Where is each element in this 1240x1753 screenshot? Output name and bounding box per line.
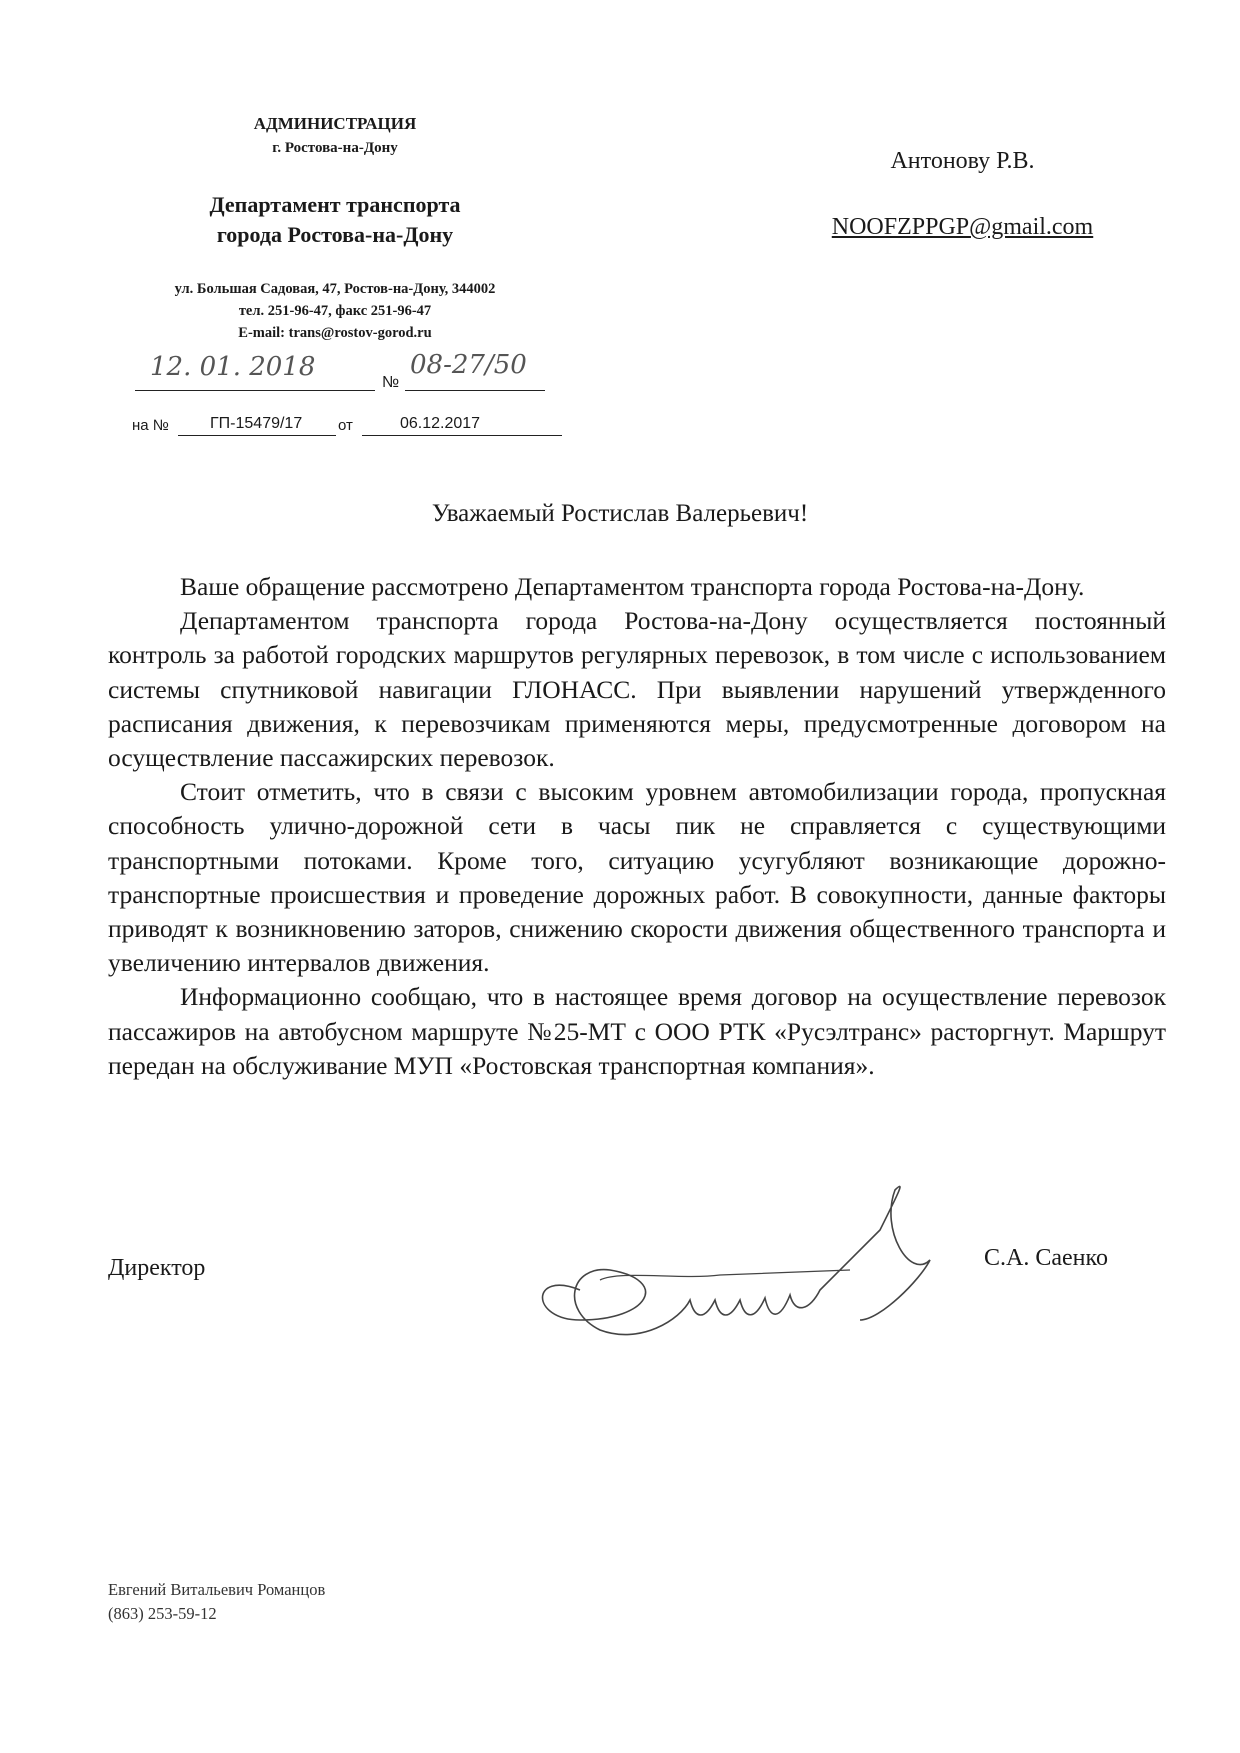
- paragraph: Стоит отметить, что в связи с высоким уровнем автомобилизации города, пропускная способность улично-дорожной сети в часы пик не справляется с существующими транспортными потоками. Кроме того, ситуацию усугубляют возникающие дорожно-транспортные происшествия и проведение дорожных работ. В совокупности, данные факторы приводят к возникновению заторов, снижению скорости движения общественного транспорта и увеличению интервалов движения.: [108, 777, 1166, 978]
- org-city: г. Ростова-на-Дону: [272, 140, 398, 156]
- executor-phone: (863) 253-59-12: [108, 1604, 217, 1623]
- paragraph: Информационно сообщаю, что в настоящее время договор на осуществление перевозок пассажиров на автобусном маршруте №25-МТ с ООО РТК «Русэлтранс» расторгнут. Маршрут передан на обслуживание МУП «Ростовская транспортная компания».: [108, 982, 1166, 1080]
- ref-from-label: от: [338, 417, 353, 434]
- executor-name: Евгений Витальевич Романцов: [108, 1580, 326, 1599]
- date-underline: [135, 390, 375, 391]
- paragraph: Департаментом транспорта города Ростова-на-Дону осуществляется постоянный контроль за работой городских маршрутов регулярных перевозок, в том числе с использованием системы спутниковой навигации ГЛОНАСС. При выявлении нарушений утвержденного расписания движения, к перевозчикам применяются меры, предусмотренные договором на осуществление пассажирских перевозок.: [108, 606, 1166, 773]
- department-email: E-mail: trans@rostov-gorod.ru: [238, 325, 432, 341]
- department-name: [110, 190, 560, 250]
- number-underline: [405, 390, 545, 391]
- address: ул. Большая Садовая, 47, Ростов-на-Дону, 344002: [174, 281, 496, 297]
- handwritten-date: 12. 01. 2018: [150, 352, 316, 382]
- phone-fax: тел. 251-96-47, факс 251-96-47: [238, 303, 432, 319]
- executor-info: [108, 1578, 325, 1626]
- paragraph: Ваше обращение рассмотрено Департаментом транспорта города Ростова-на-Дону.: [180, 572, 1085, 601]
- org-name: АДМИНИСТРАЦИЯ: [253, 114, 417, 133]
- department-line-1: Департамент транспорта: [209, 192, 461, 217]
- signer-position: Директор: [108, 1255, 206, 1281]
- signer-name: С.А. Саенко: [984, 1245, 1108, 1271]
- ref-date-underline: [362, 435, 562, 436]
- handwritten-signature: [520, 1170, 970, 1370]
- ref-number: ГП-15479/17: [210, 415, 303, 432]
- recipient-email[interactable]: NOOFZPPGP@gmail.com: [831, 214, 1094, 240]
- department-line-2: города Ростова-на-Дону: [216, 222, 454, 247]
- greeting: Уважаемый Ростислав Валерьевич!: [431, 500, 809, 527]
- number-label: №: [382, 374, 400, 391]
- ref-label: на №: [132, 417, 169, 434]
- department-contacts: [85, 278, 585, 344]
- recipient-name: Антонову Р.В.: [890, 148, 1035, 174]
- letter-body: [108, 570, 1166, 1083]
- ref-date: 06.12.2017: [400, 415, 481, 432]
- handwritten-number: 08-27/50: [410, 350, 527, 380]
- ref-number-underline: [178, 435, 336, 436]
